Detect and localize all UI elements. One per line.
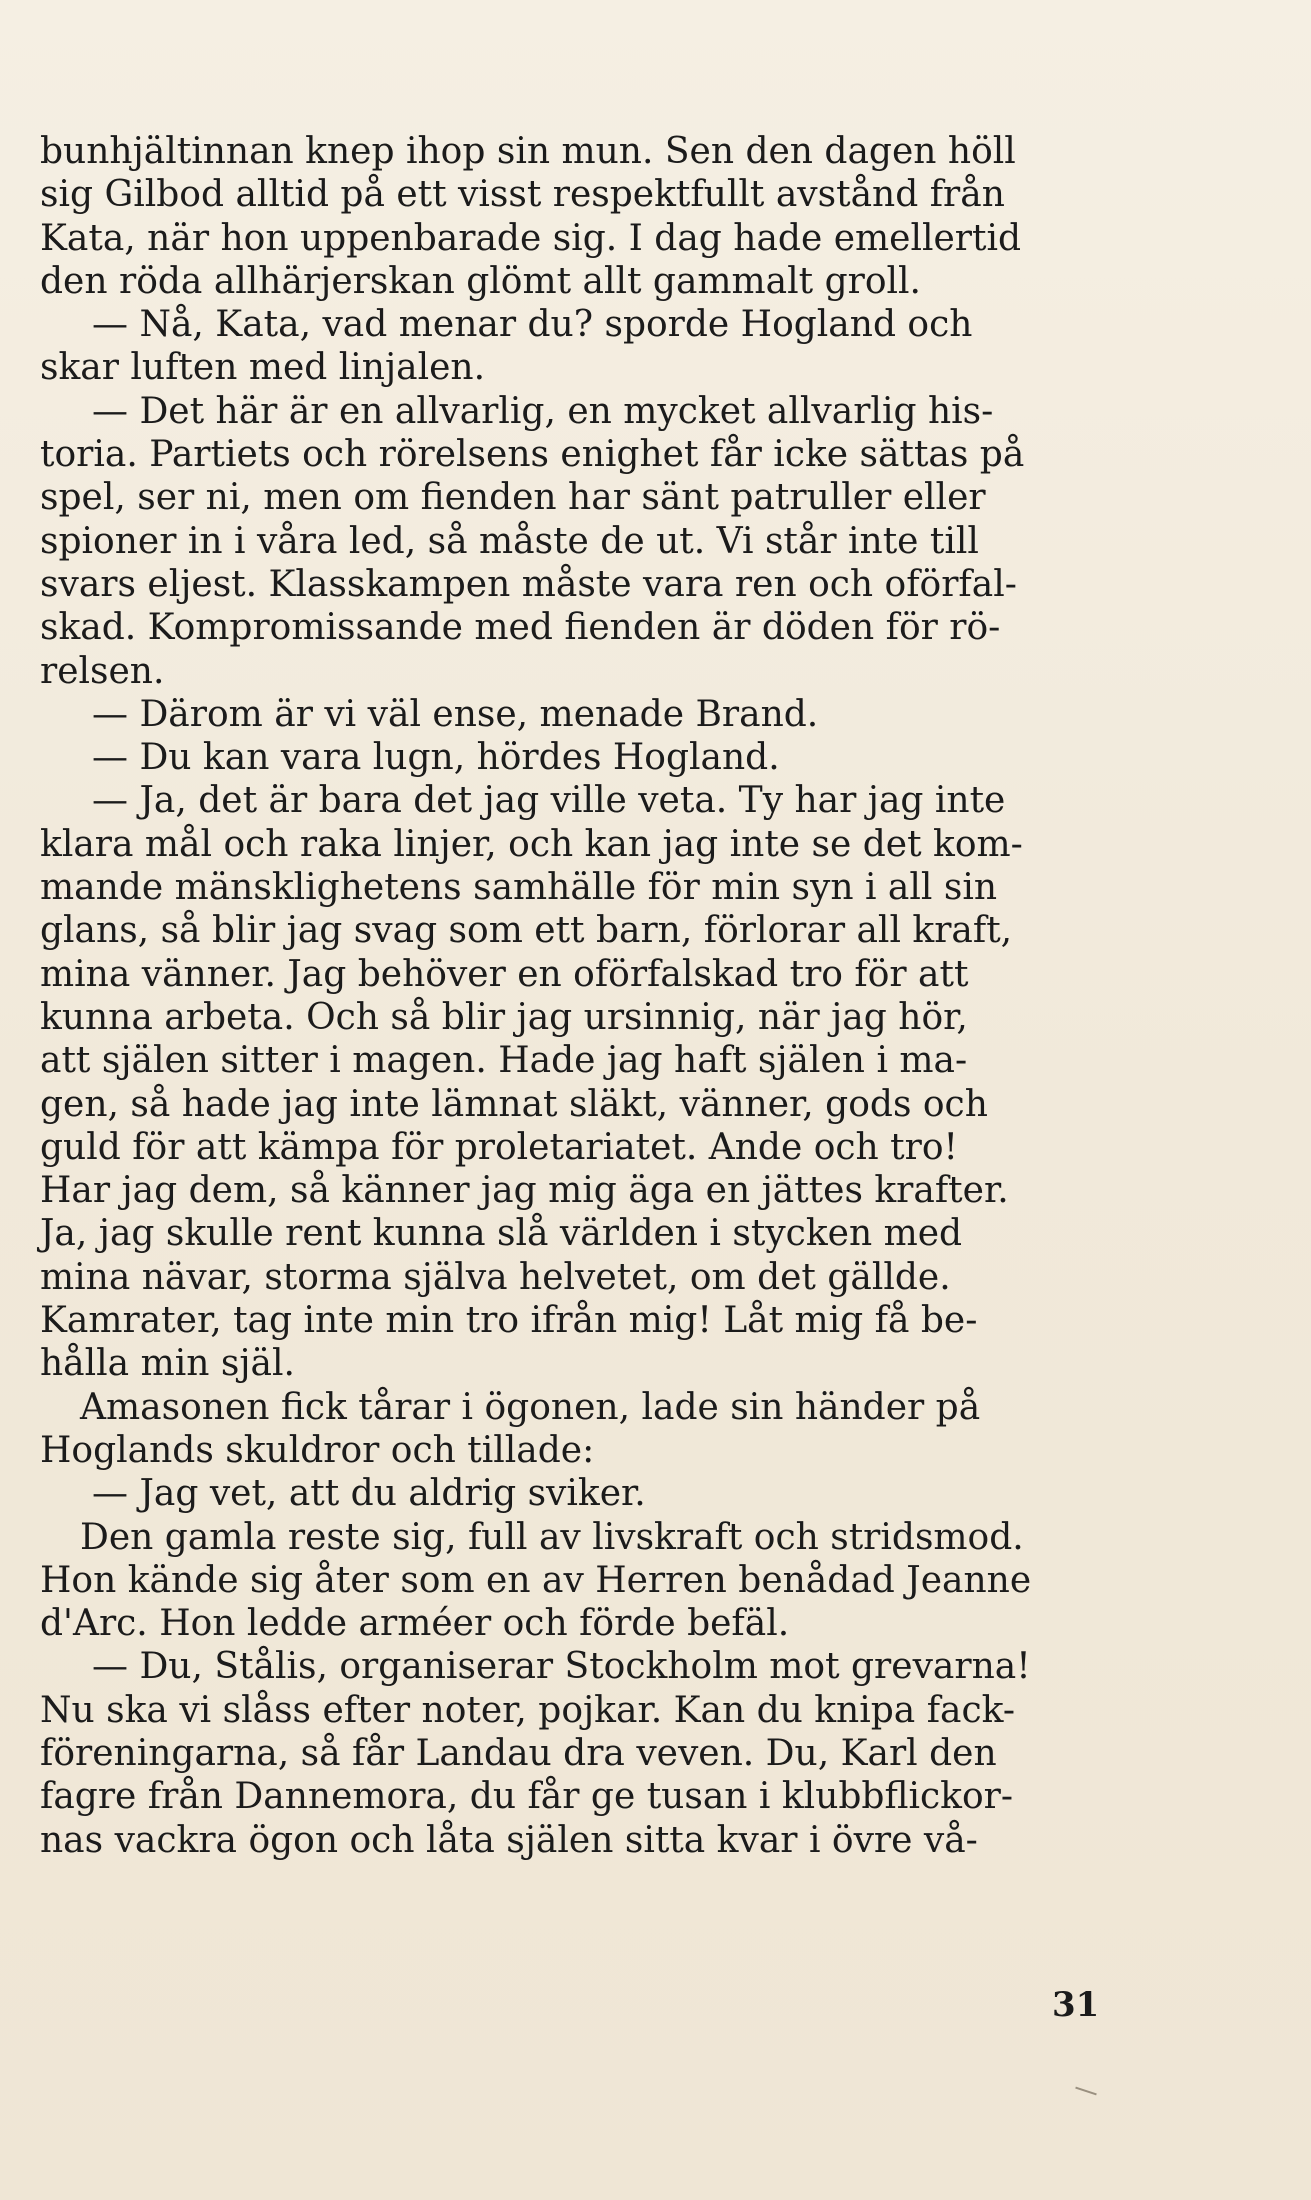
text-line: d'Arc. Hon ledde arméer och förde befäl. xyxy=(40,1603,790,1645)
text-line: glans, så blir jag svag som ett barn, förlorar all kraft, xyxy=(40,910,1013,952)
text-line: Den gamla reste sig, full av livskraft och stridsmod. xyxy=(80,1516,1024,1558)
text-line: skad. Kompromissande med fienden är döden för rö- xyxy=(40,607,1001,649)
text-line: fagre från Dannemora, du får ge tusan i klubbflickor- xyxy=(40,1776,1014,1818)
text-line: mina vänner. Jag behöver en oförfalskad tro för att xyxy=(40,953,969,995)
text-line: — Jag vet, att du aldrig sviker. xyxy=(92,1473,646,1515)
text-line: nas vackra ögon och låta själen sitta kvar i övre vå- xyxy=(40,1819,978,1861)
text-line: mande mänsklighetens samhälle för min syn i all sin xyxy=(40,867,998,909)
text-line: svars eljest. Klasskampen måste vara ren och oförfal- xyxy=(40,563,1017,605)
text-line: sig Gilbod alltid på ett visst respektfullt avstånd från xyxy=(40,174,1005,216)
text-line: skar luften med linjalen. xyxy=(40,347,486,389)
text-line: Hon kände sig åter som en av Herren benådad Jeanne xyxy=(40,1559,1032,1601)
text-line: guld för att kämpa för proletariatet. Ande och tro! xyxy=(40,1126,958,1168)
text-line: mina nävar, storma själva helvetet, om det gällde. xyxy=(40,1256,951,1298)
text-line: gen, så hade jag inte lämnat släkt, vänner, gods och xyxy=(40,1083,988,1125)
text-line: relsen. xyxy=(40,650,165,692)
text-line: Kata, när hon uppenbarade sig. I dag hade emellertid xyxy=(40,217,1022,259)
text-line: toria. Partiets och rörelsens enighet får icke sättas på xyxy=(40,434,1025,476)
text-line: klara mål och raka linjer, och kan jag inte se det kom- xyxy=(40,823,1023,865)
text-line: — Ja, det är bara det jag ville veta. Ty har jag inte xyxy=(92,780,1006,822)
text-line: föreningarna, så får Landau dra veven. Du, Karl den xyxy=(40,1732,997,1774)
text-line: hålla min själ. xyxy=(40,1343,295,1385)
body-text xyxy=(40,130,1120,1862)
text-line: Nu ska vi slåss efter noter, pojkar. Kan du knipa fack- xyxy=(40,1689,1016,1731)
text-line: bunhjältinnan knep ihop sin mun. Sen den dagen höll xyxy=(40,131,1016,172)
text-line: — Nå, Kata, vad menar du? sporde Hogland och xyxy=(92,304,973,346)
text-line: — Därom är vi väl ense, menade Brand. xyxy=(92,693,819,735)
text-line: Kamrater, tag inte min tro ifrån mig! Låt mig få be- xyxy=(40,1300,978,1342)
text-line: Har jag dem, så känner jag mig äga en jättes krafter. xyxy=(40,1170,1009,1212)
print-mark xyxy=(1075,2087,1097,2096)
text-line: — Du kan vara lugn, hördes Hogland. xyxy=(92,737,780,779)
text-line: Hoglands skuldror och tillade: xyxy=(40,1429,595,1471)
text-line: — Du, Stålis, organiserar Stockholm mot grevarna! xyxy=(92,1646,1031,1688)
text-line: den röda allhärjerskan glömt allt gammalt groll. xyxy=(40,260,921,302)
text-line: spioner in i våra led, så måste de ut. Vi står inte till xyxy=(40,520,979,562)
text-line: Amasonen fick tårar i ögonen, lade sin händer på xyxy=(80,1386,981,1428)
text-line: — Det här är en allvarlig, en mycket allvarlig his- xyxy=(92,390,994,432)
text-line: att själen sitter i magen. Hade jag haft själen i ma- xyxy=(40,1040,968,1082)
text-line: spel, ser ni, men om fienden har sänt patruller eller xyxy=(40,477,986,519)
text-line: Ja, jag skulle rent kunna slå världen i stycken med xyxy=(40,1213,963,1255)
text-line: kunna arbeta. Och så blir jag ursinnig, när jag hör, xyxy=(40,996,968,1038)
page-number: 31 xyxy=(1052,1985,1100,2025)
